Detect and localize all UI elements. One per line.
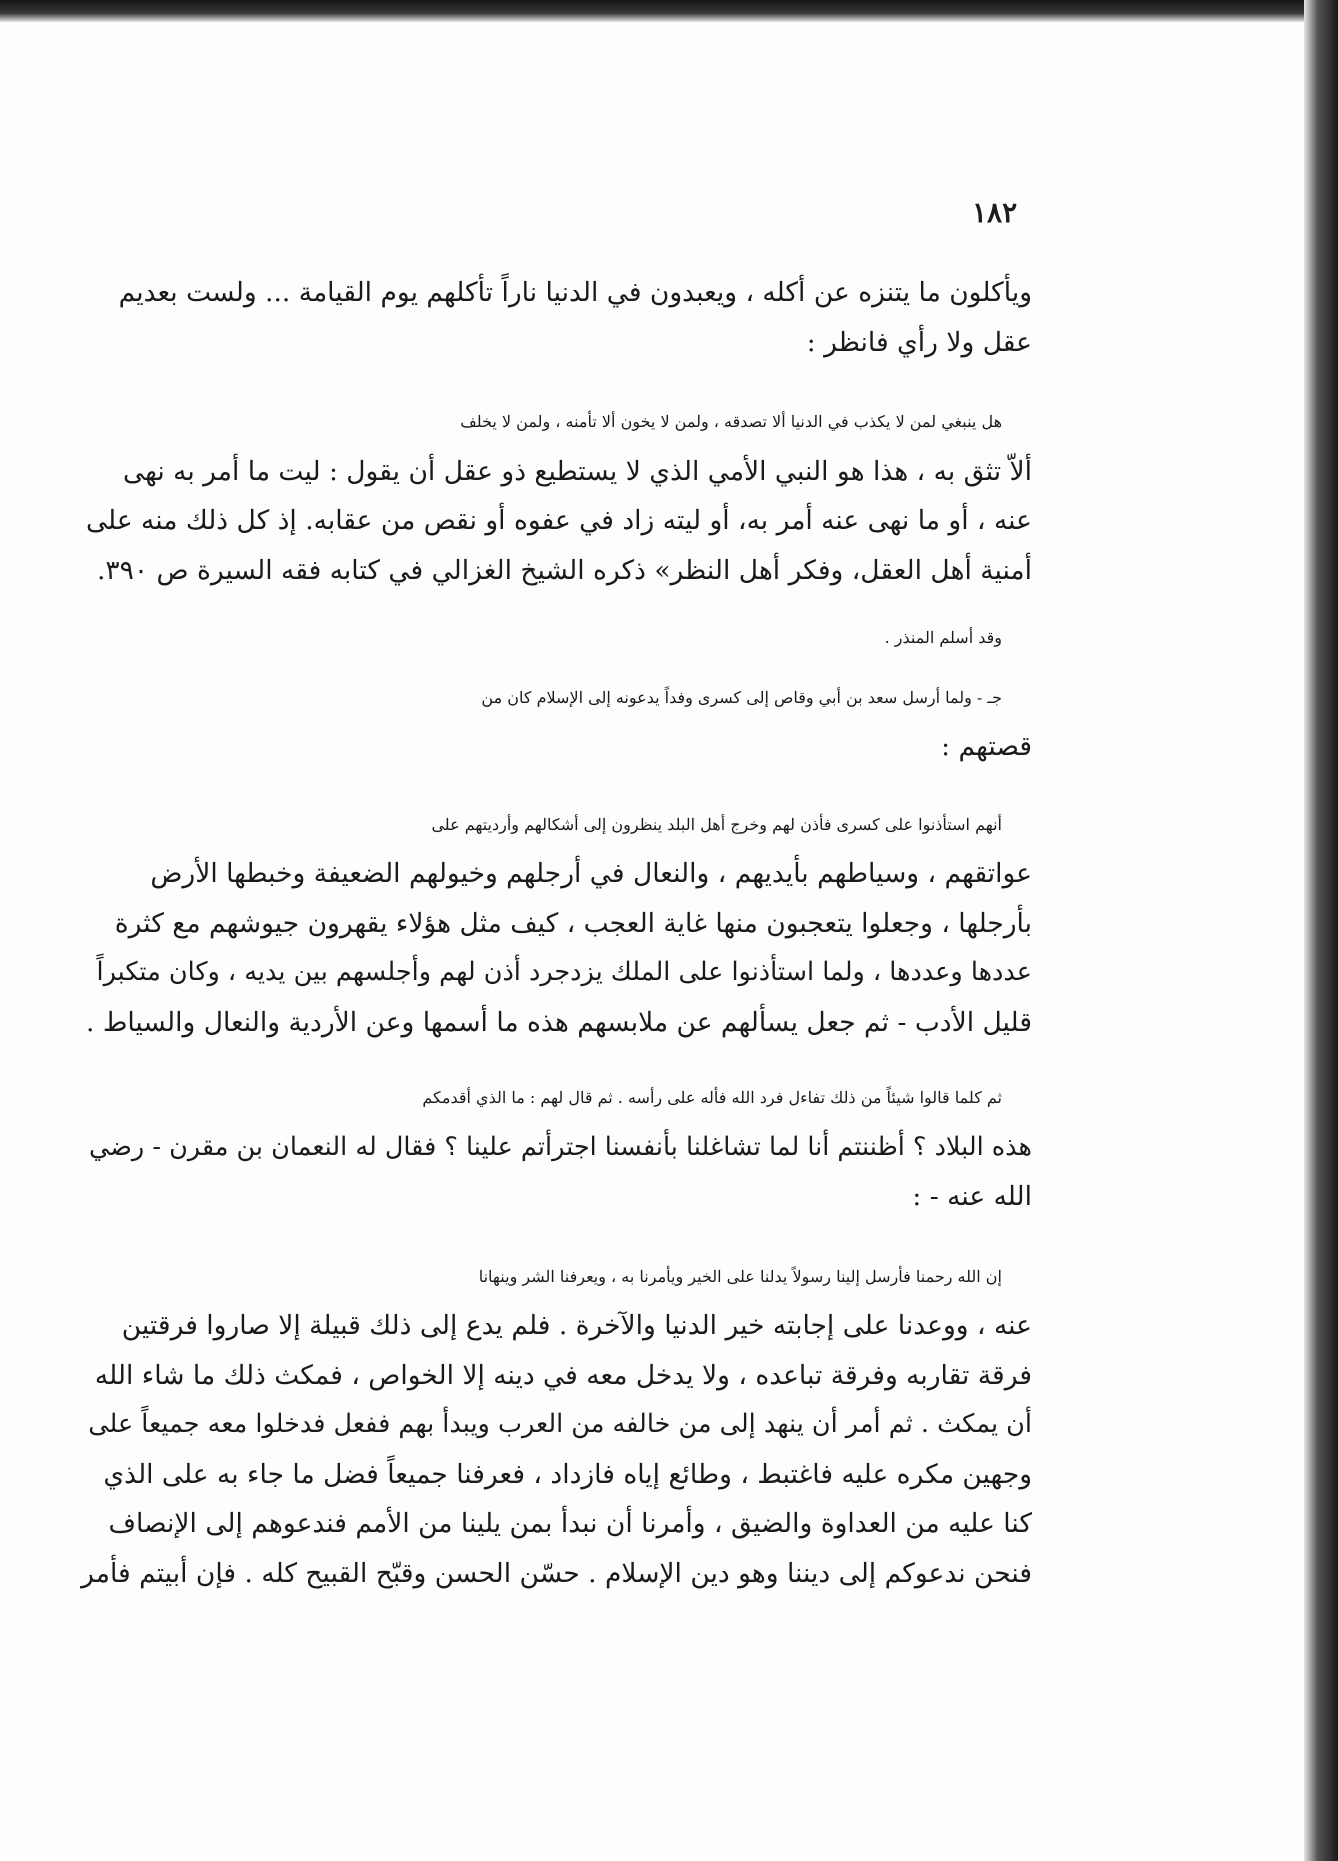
text-line: عنه ، ووعدنا على إجابته خير الدنيا والآخرة . فلم يدع إلى ذلك قبيلة إلا صاروا فرقتين <box>121 1310 1032 1341</box>
text-line: ألاّ تثق به ، هذا هو النبي الأمي الذي لا يستطيع ذو عقل أن يقول : ليت ما أمر به نهى <box>123 455 1032 487</box>
text-line: جـ - ولما أرسل سعد بن أبي وقاص إلى كسرى وفداً يدعونه إلى الإسلام كان من <box>481 687 1002 707</box>
text-line: وجهين مكره عليه فاغتبط ، وطائع إياه فازداد ، فعرفنا جميعاً فضل ما جاء به على الذي <box>103 1458 1032 1490</box>
text-line: أنهم استأذنوا على كسرى فأذن لهم وخرج أهل البلد ينظرون إلى أشكالهم وأرديتهم على <box>431 814 1002 834</box>
scan-shadow-right <box>1304 0 1338 1861</box>
text-line: عددها وعددها ، ولما استأذنوا على الملك يزدجرد أذن لهم وأجلسهم بين يديه ، وكان متكبراً <box>96 957 1032 987</box>
text-line: فرقة تقاربه وفرقة تباعده ، ولا يدخل معه في دينه إلا الخواص ، فمكث ذلك ما شاء الله <box>94 1359 1032 1391</box>
paragraph <box>82 673 1032 772</box>
text-line: وقد أسلم المنذر . <box>884 628 1002 647</box>
page-number: ١٨٢ <box>972 196 1018 229</box>
text-line: ثم كلما قالوا شيئاً من ذلك تفاءل فرد الله فأله على رأسه . ثم قال لهم : ما الذي أقدمكم <box>422 1088 1002 1107</box>
paragraph <box>82 1073 1032 1222</box>
text-line: عقل ولا رأي فانظر : <box>806 326 1032 358</box>
text-line: الله عنه - : <box>912 1181 1032 1212</box>
text-line: بأرجلها ، وجعلوا يتعجبون منها غاية العجب ، كيف مثل هؤلاء يقهرون جيوشهم مع كثرة <box>114 907 1032 939</box>
text-line: هل ينبغي لمن لا يكذب في الدنيا ألا تصدقه ، ولمن لا يخون ألا تأمنه ، ولمن لا يخلف <box>460 412 1002 431</box>
paragraph <box>82 397 1032 595</box>
text-line: قليل الأدب - ثم جعل يسألهم عن ملابسهم هذه ما أسمها وعن الأردية والنعال والسياط . <box>85 1006 1032 1038</box>
text-line: عواتقهم ، وسياطهم بأيديهم ، والنعال في أرجلهم وخيولهم الضعيفة وخبطها الأرض <box>150 858 1032 889</box>
text-line: كنا عليه من العداوة والضيق ، وأمرنا أن نبدأ بمن يلينا من الأمم فندعوهم إلى الإنصاف <box>108 1508 1032 1539</box>
paragraph <box>82 268 1032 367</box>
body-text <box>82 268 1032 1598</box>
text-line: عنه ، أو ما نهى عنه أمر به، أو ليته زاد في عفوه أو نقص من عقابه. إذ كل ذلك منه على <box>85 505 1032 536</box>
text-line: ويأكلون ما يتنزه عن أكله ، ويعبدون في الدنيا ناراً تأكلهم يوم القيامة ... ولست بعديم <box>118 277 1032 308</box>
text-line: هذه البلاد ؟ أظننتم أنا لما تشاغلنا بأنفسنا اجترأتم علينا ؟ فقال له النعمان بن مقرن - رضي <box>89 1131 1032 1162</box>
text-line: أمنية أهل العقل، وفكر أهل النظر» ذكره الشيخ الغزالي في كتابه فقه السيرة ص ٣٩٠. <box>96 554 1032 586</box>
text-line: إن الله رحمنا فأرسل إلينا رسولاً يدلنا على الخير ويأمرنا به ، ويعرفنا الشر وينهانا <box>478 1266 1002 1286</box>
paragraph <box>82 1252 1032 1599</box>
text-line: فنحن ندعوكم إلى ديننا وهو دين الإسلام . حسّن الحسن وقبّح القبيح كله . فإن أبيتم فأمر <box>81 1557 1032 1589</box>
text-line: أن يمكث . ثم أمر أن ينهد إلى من خالفه من العرب ويبدأ بهم ففعل فدخلوا معه جميعاً على <box>88 1409 1032 1439</box>
paragraph <box>82 800 1032 1048</box>
scan-shadow-top <box>0 0 1338 22</box>
paragraph <box>82 613 1032 663</box>
text-line: قصتهم : <box>941 731 1032 762</box>
